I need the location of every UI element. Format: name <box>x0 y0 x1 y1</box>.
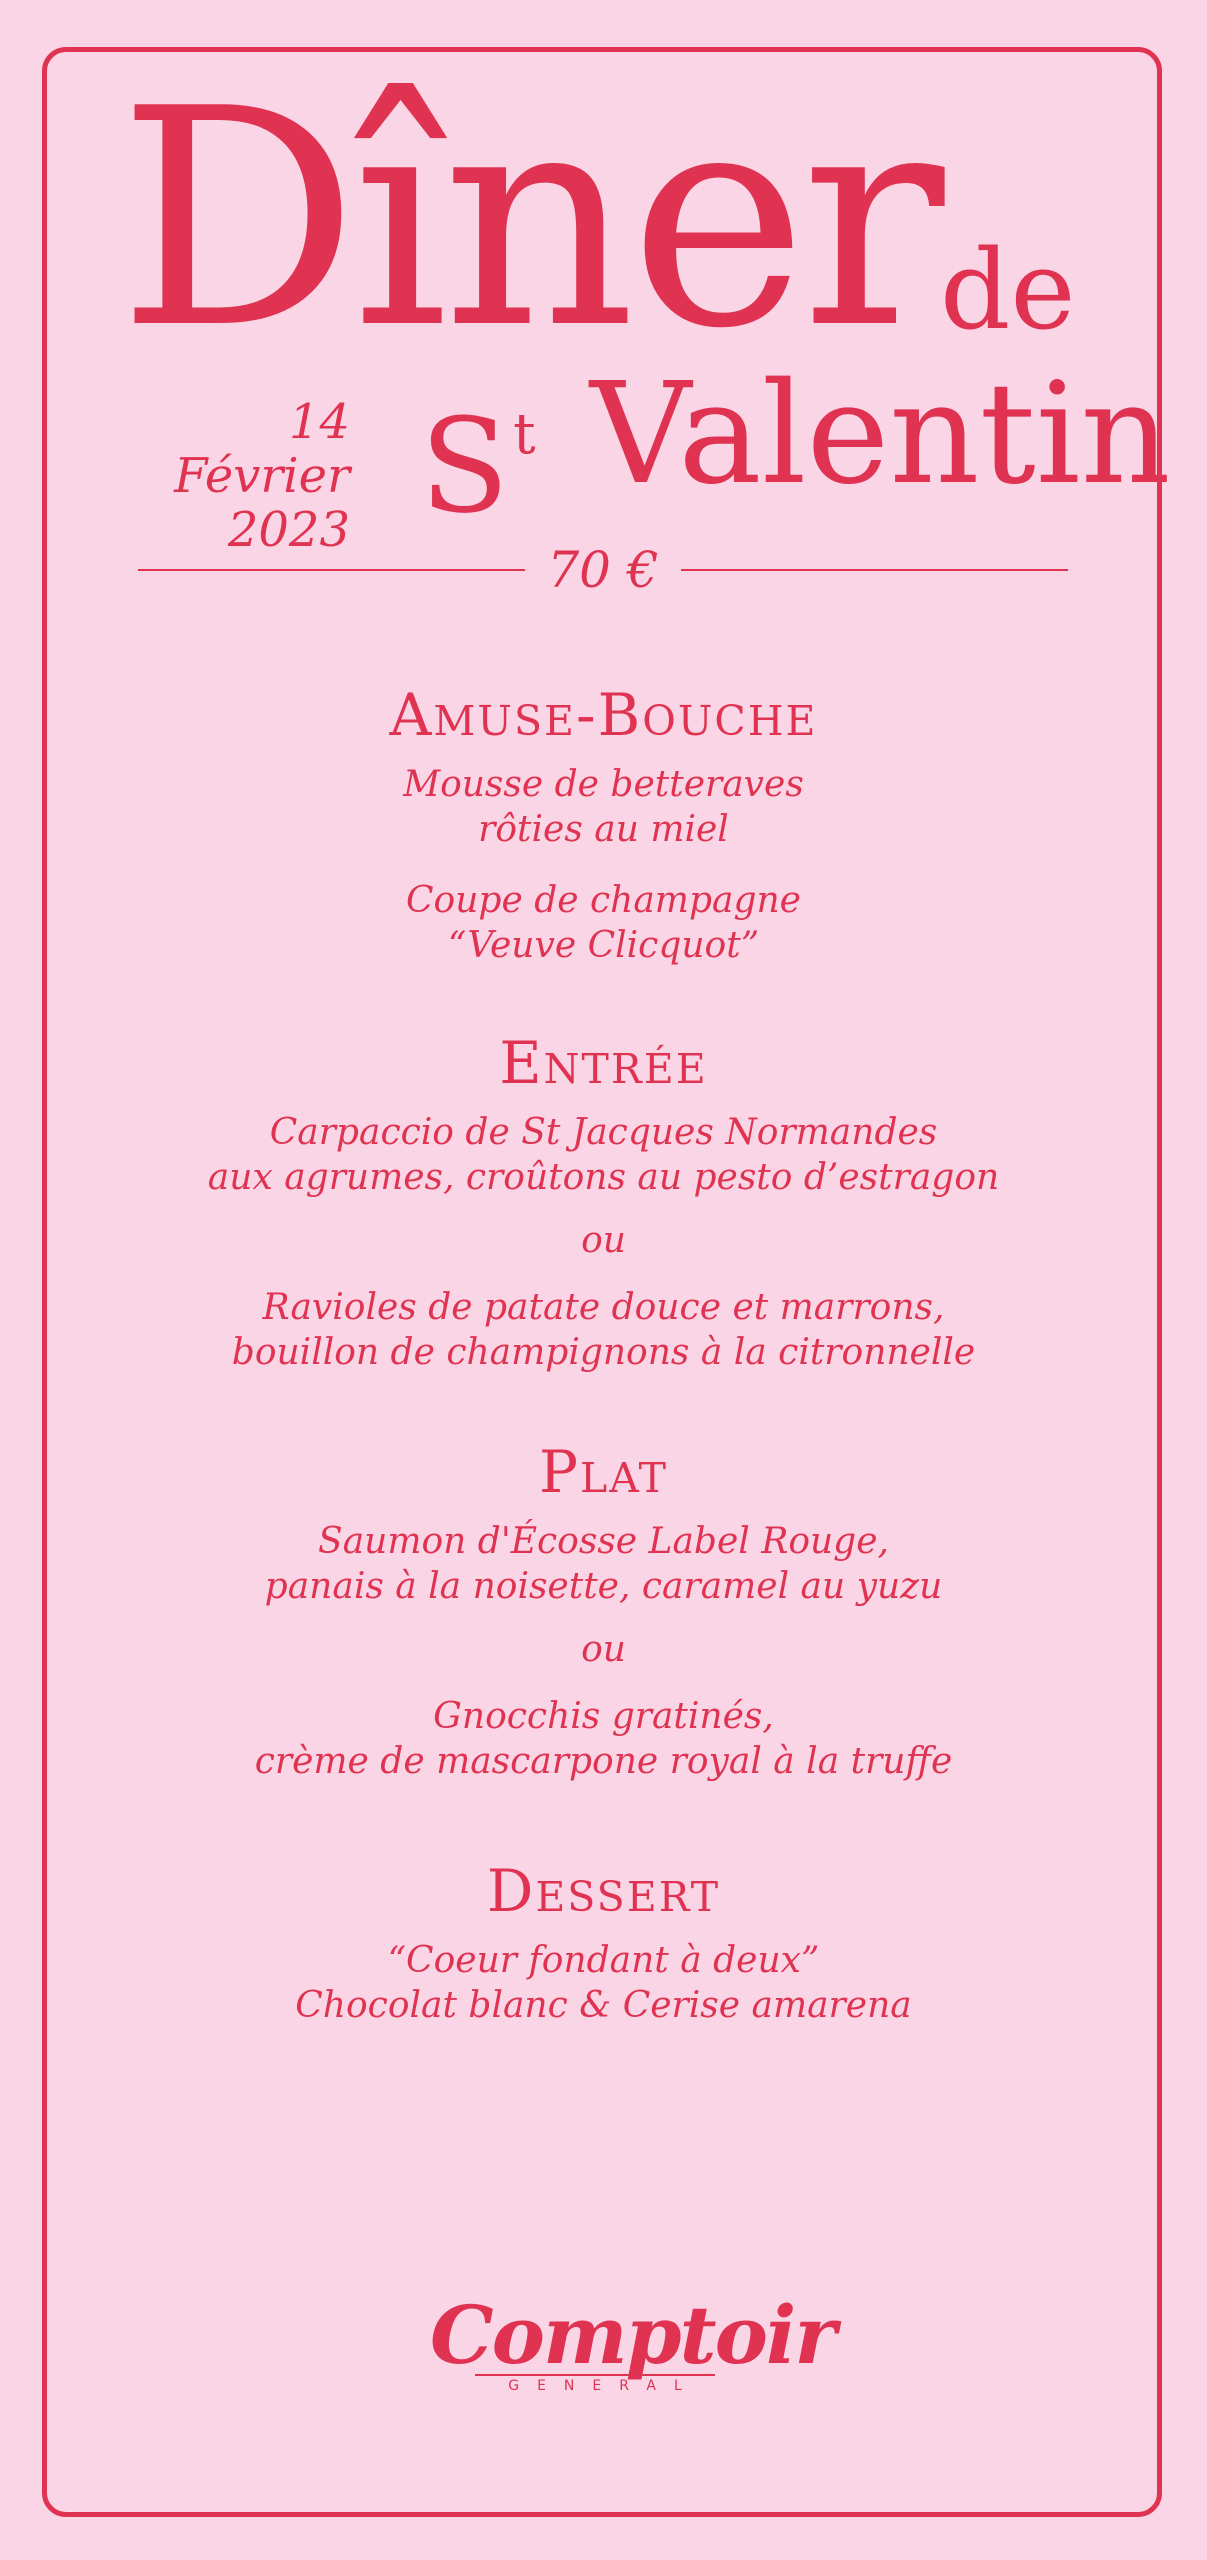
dish-line: “Veuve Clicquot” <box>447 925 760 966</box>
dish-line: Gnocchis gratinés, <box>433 1696 774 1737</box>
menu-body <box>100 680 1107 2054</box>
price-rule-left <box>138 569 525 571</box>
dish-item <box>100 1938 1107 2028</box>
event-date <box>120 395 350 557</box>
title-saint <box>420 370 536 542</box>
dish-item <box>100 1110 1107 1200</box>
price-row <box>138 541 1068 599</box>
section-amuse-bouche <box>100 680 1107 968</box>
section-heading: Plat <box>539 1438 668 1506</box>
title-valentin: Valentin <box>590 353 1171 516</box>
dish-item <box>100 1519 1107 1609</box>
section-plat <box>100 1437 1107 1784</box>
date-year: 2023 <box>227 502 350 558</box>
dish-line: Mousse de betteraves <box>403 764 804 805</box>
dish-line: aux agrumes, croûtons au pesto d’estragon <box>207 1157 1000 1198</box>
dish-item <box>100 878 1107 968</box>
or-separator: ou <box>581 1629 626 1670</box>
section-heading: Amuse-Bouche <box>389 681 818 749</box>
title-saint-superscript: t <box>513 402 536 467</box>
price-rule-right <box>681 569 1068 571</box>
dish-line: Ravioles de patate douce et marrons, <box>262 1287 945 1328</box>
dish-line: Chocolat blanc & Cerise amarena <box>295 1985 912 2026</box>
logo-subtitle: GENERAL <box>475 2374 715 2394</box>
dish-item <box>100 762 1107 852</box>
dish-line: crème de mascarpone royal à la truffe <box>254 1741 953 1782</box>
dish-line: Coupe de champagne <box>406 880 801 921</box>
comptoir-general-logo <box>430 2288 835 2394</box>
dish-line: Carpaccio de St Jacques Normandes <box>269 1112 938 1153</box>
dish-line: Saumon d'Écosse Label Rouge, <box>318 1521 889 1562</box>
dish-line: rôties au miel <box>478 809 729 850</box>
logo-wordmark: Comptoir <box>430 2288 835 2382</box>
section-dessert <box>100 1856 1107 2028</box>
dish-line: “Coeur fondant à deux” <box>387 1940 820 1981</box>
title-de: de <box>940 226 1076 354</box>
dish-item <box>100 1285 1107 1375</box>
title-saint-letter: S <box>420 390 510 542</box>
section-heading: Dessert <box>486 1857 721 1925</box>
date-day: 14 Février <box>174 394 350 504</box>
title-diner: Dîner <box>118 45 939 394</box>
or-separator: ou <box>581 1220 626 1261</box>
dish-line: bouillon de champignons à la citronnelle <box>231 1332 976 1373</box>
section-entree <box>100 1028 1107 1375</box>
dish-item <box>100 1694 1107 1784</box>
dish-line: panais à la noisette, caramel au yuzu <box>264 1566 943 1607</box>
section-heading: Entrée <box>499 1029 708 1097</box>
price: 70 € <box>547 541 659 599</box>
